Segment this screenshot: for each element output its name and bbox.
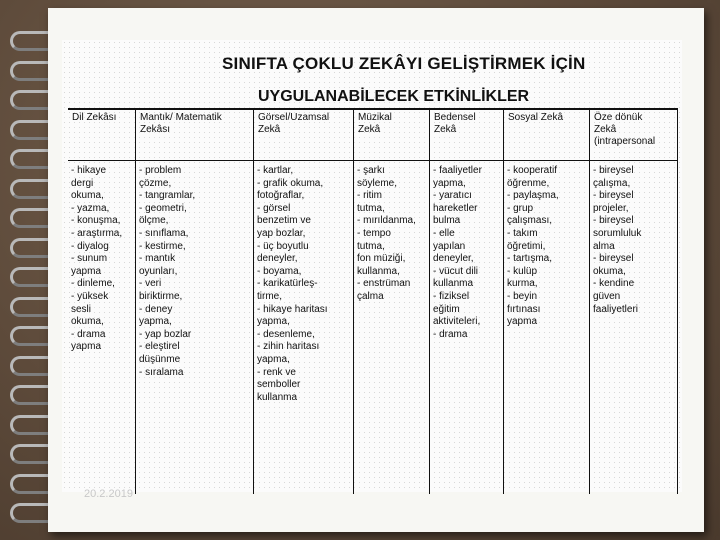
column-body: - problem çözme, - tangramlar, - geometri, ölçme, - sınıflama, - kestirme, - mantık oyunları, - veri biriktirme, - deney yapma, - yap bozlar - eleştirel düşünme - sıralama — [139, 165, 196, 378]
column-body: - kooperatif öğrenme, - paylaşma, - grup çalışması, - takım öğretimi, - tartışma, - kulüp kurma, - beyin fırtınası yapma — [507, 165, 559, 328]
column-header: Görsel/Uzamsal Zekâ — [258, 112, 330, 135]
column-body: - faaliyetler yapma, - yaratıcı hareketler bulma - elle yapılan deneyler, - vücut dili kullanma - fiziksel eğitim aktiviteleri, - drama — [433, 165, 482, 340]
column-header: Bedensel Zekâ — [434, 112, 476, 135]
column-body: - bireysel çalışma, - bireysel projeler, - bireysel sorumluluk alma - bireysel okuma, - kendine güven faaliyetleri — [593, 165, 642, 315]
column-header: Dil Zekâsı — [72, 112, 117, 123]
column-bedensel — [430, 110, 504, 494]
column-body: - hikaye dergi okuma, - yazma, - konuşma, - araştırma, - diyalog - sunum yapma - dinleme, - yüksek sesli okuma, - drama yapma — [71, 165, 123, 353]
scanned-document — [62, 40, 682, 492]
column-gorsel-uzamsal — [254, 110, 354, 494]
column-oze-donuk — [590, 110, 678, 494]
column-header: Sosyal Zekâ — [508, 112, 564, 123]
column-header: Müzikal Zekâ — [358, 112, 392, 135]
activities-table — [68, 108, 678, 494]
column-header: Öze dönük Zekâ (intrapersonal — [594, 112, 656, 147]
column-body: - şarkı söyleme, - ritim tutma, - mırıldanma, - tempo tutma, fon müziği, kullanma, - enstrüman çalma — [357, 165, 416, 302]
document-title-line2: UYGULANABİLECEK ETKİNLİKLER — [258, 88, 530, 105]
column-body: - kartlar, - grafik okuma, fotoğraflar, - görsel benzetim ve yap bozlar, - üç boyutlu deneyler, - boyama, - karikatürleş- tirme, - hikaye haritası yapma, - desenleme, - zihin haritası yapma, - renk ve semboller kullanma — [257, 165, 328, 403]
slide-date: 20.2.2019 — [84, 488, 133, 500]
column-sosyal — [504, 110, 590, 494]
column-mantik-matematik — [136, 110, 254, 494]
column-muzikal — [354, 110, 430, 494]
column-header: Mantık/ Matematik Zekâsı — [140, 112, 222, 135]
column-dil-zekasi — [68, 110, 136, 494]
document-title-line1: SINIFTA ÇOKLU ZEKÂYI GELİŞTİRMEK İÇİN — [222, 54, 586, 73]
